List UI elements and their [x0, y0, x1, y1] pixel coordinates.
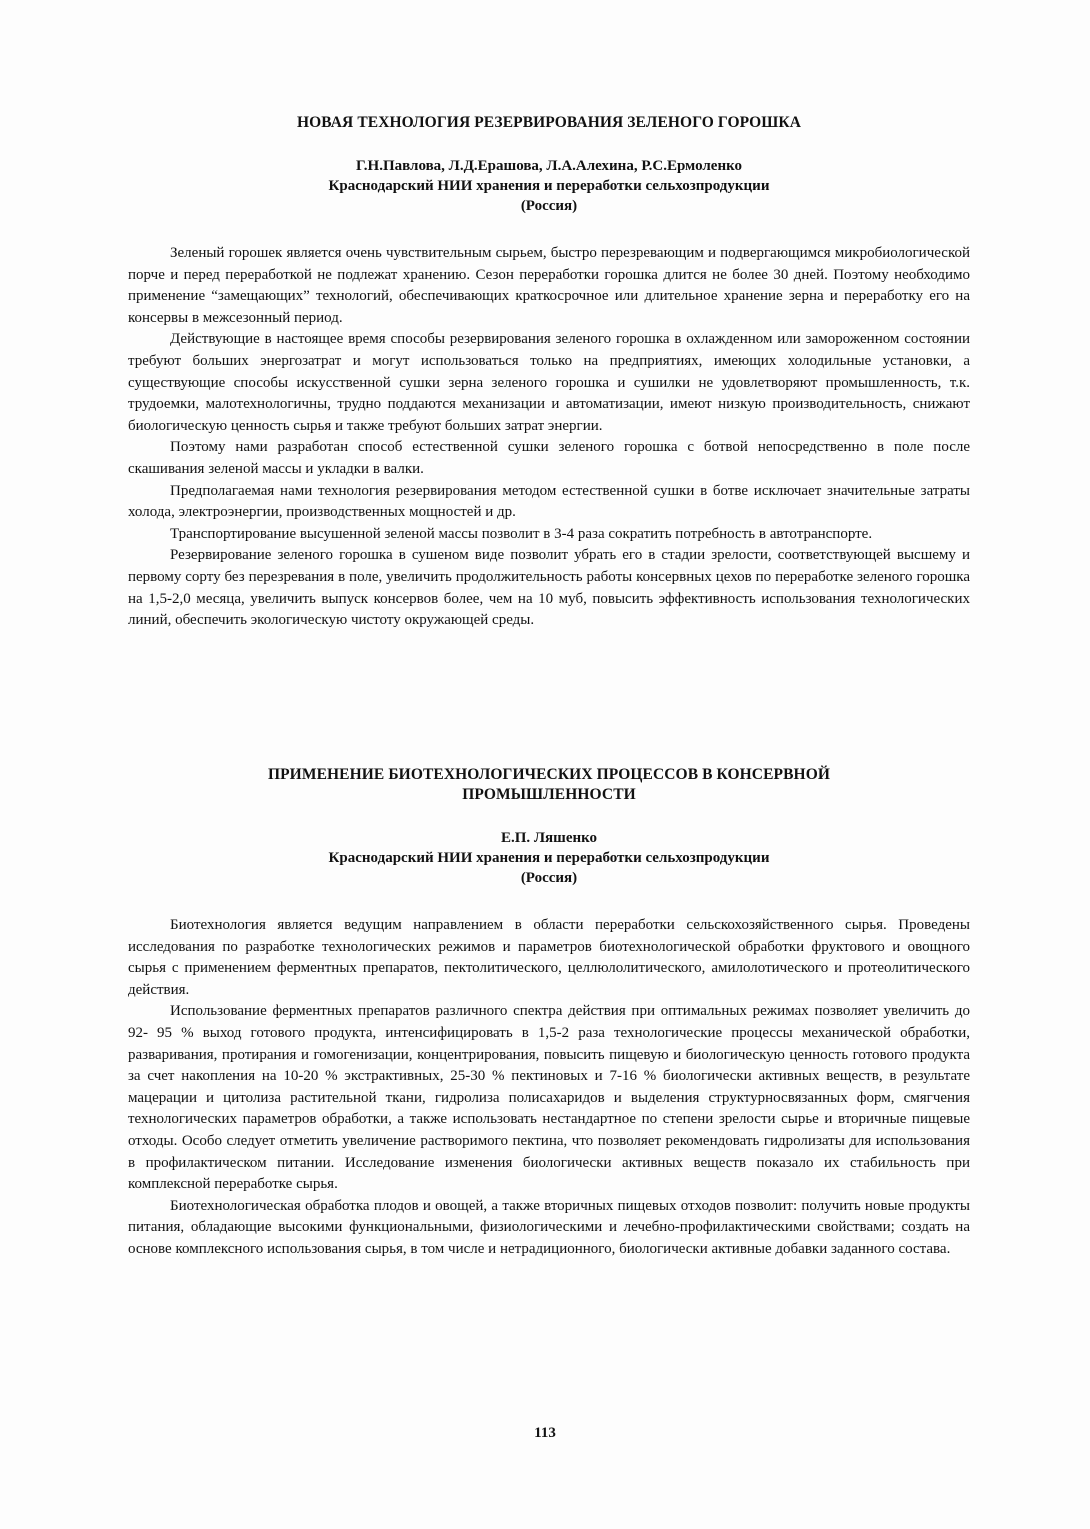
- article-body: [128, 915, 970, 1261]
- article-country: (Россия): [520, 198, 578, 214]
- paragraph: Транспортирование высушенной зеленой массы позволит в 3-4 раза сократить потребность в автотранспорте.: [170, 525, 873, 542]
- article-green-peas: [128, 113, 970, 632]
- page-number: 113: [534, 1425, 556, 1441]
- paragraph: Использование ферментных препаратов различного спектра действия при оптимальных режимах позволяет увеличить до 92- 95 % выход готового продукта, интенсифицировать в 1,5-2 раза технологические процессы механической обработки, разваривания, протирания и гомогенизации, концентрирования, повысить пищевую и биологическую ценность готового продукта за счет накопления на 10-20 % экстрактивных, 25-30 % пектиновых и 7-16 % биологически активных веществ, в результате мацерации и цитолиза растительной ткани, гидролиза полисахаридов и выделения структурносвязанных форм, смягчения технологических параметров обработки, а также использовать нестандартное по степени зрелости сырье и вторичные пищевые отходы. Особо следует отметить увеличение растворимого пектина, что позволяет рекомендовать гидролизаты для использования в профилактическом питании. Исследование изменения биологически активных веществ показало их стабильность при комплексной переработке сырья.: [128, 1003, 970, 1193]
- article-affiliation: Краснодарский НИИ хранения и переработки сельхозпродукции: [328, 850, 770, 866]
- article-biotechnology: [128, 765, 970, 1261]
- article-title: [128, 765, 970, 805]
- article-affiliation: Краснодарский НИИ хранения и переработки сельхозпродукции: [328, 178, 770, 194]
- paragraph: Биотехнология является ведущим направлением в области переработки сельскохозяйственного сырья. Проведены исследования по разработке технологических режимов и параметров биотехнологической обработки фруктового и овощного сырья с применением ферментных препаратов, пектолитического, целлюлолитического, амилолотического и протеолитического действия.: [128, 917, 970, 998]
- paragraph: Зеленый горошек является очень чувствительным сырьем, быстро перезревающим и подвергающимся микробиологической порче и перед переработкой не подлежат хранению. Сезон переработки горошка длится не более 30 дней. Поэтому необходимо применение “замещающих” технологий, обеспечивающих краткосрочное или длительное хранение зерна и переработку его на консервы в межсезонный период.: [128, 245, 970, 326]
- article-body: [128, 243, 970, 632]
- article-title-line-2: ПРОМЫШЛЕННОСТИ: [462, 786, 636, 803]
- article-authors: Е.П. Ляшенко: [500, 830, 598, 846]
- article-authors: Г.Н.Павлова, Л.Д.Ерашова, Л.А.Алехина, Р.С.Ермоленко: [355, 158, 743, 174]
- paragraph: Резервирование зеленого горошка в сушеном виде позволит убрать его в стадии зрелости, соответствующей высшему и первому сорту без перезревания в поле, увеличить продолжительность работы консервных цехов по переработке зеленого горошка на 1,5-2,0 месяца, увеличить выпуск консервов более, чем на 10 муб, повысить эффективность использования технологических линий, обеспечить экологическую чистоту окружающей среды.: [128, 547, 970, 629]
- paragraph: Поэтому нами разработан способ естественной сушки зеленого горошка с ботвой непосредственно в поле после скашивания зеленой массы и укладки в валки.: [128, 439, 970, 477]
- article-country: (Россия): [520, 870, 578, 886]
- article-title: НОВАЯ ТЕХНОЛОГИЯ РЕЗЕРВИРОВАНИЯ ЗЕЛЕНОГО ГОРОШКА: [296, 114, 802, 131]
- article-title-line-1: ПРИМЕНЕНИЕ БИОТЕХНОЛОГИЧЕСКИХ ПРОЦЕССОВ В КОНСЕРВНОЙ: [267, 766, 831, 783]
- paragraph: Предполагаемая нами технология резервирования методом естественной сушки в ботве исключает значительные затраты холода, электроэнергии, производственных мощностей и др.: [128, 482, 970, 521]
- paragraph: Биотехнологическая обработка плодов и овощей, а также вторичных пищевых отходов позволит: получить новые продукты питания, обладающие высокими функциональными, физиологическими и лечебно-профилактическими свойствами; создать на основе комплексного использования сырья, в том числе и нетрадиционного, биологически активные добавки заданного состава.: [128, 1197, 970, 1257]
- paragraph: Действующие в настоящее время способы резервирования зеленого горошка в охлажденном или замороженном состоянии требуют больших энергозатрат и могут использоваться только на предприятиях, имеющих холодильные установки, а существующие способы искусственной сушки зерна зеленого горошка и сушилки не удовлетворяют промышленность, т.к. трудоемки, малотехнологичны, трудно поддаются механизации и автоматизации, имеют низкую производительность, снижают биологическую ценность сырья и также требуют больших затрат энергии.: [128, 331, 970, 434]
